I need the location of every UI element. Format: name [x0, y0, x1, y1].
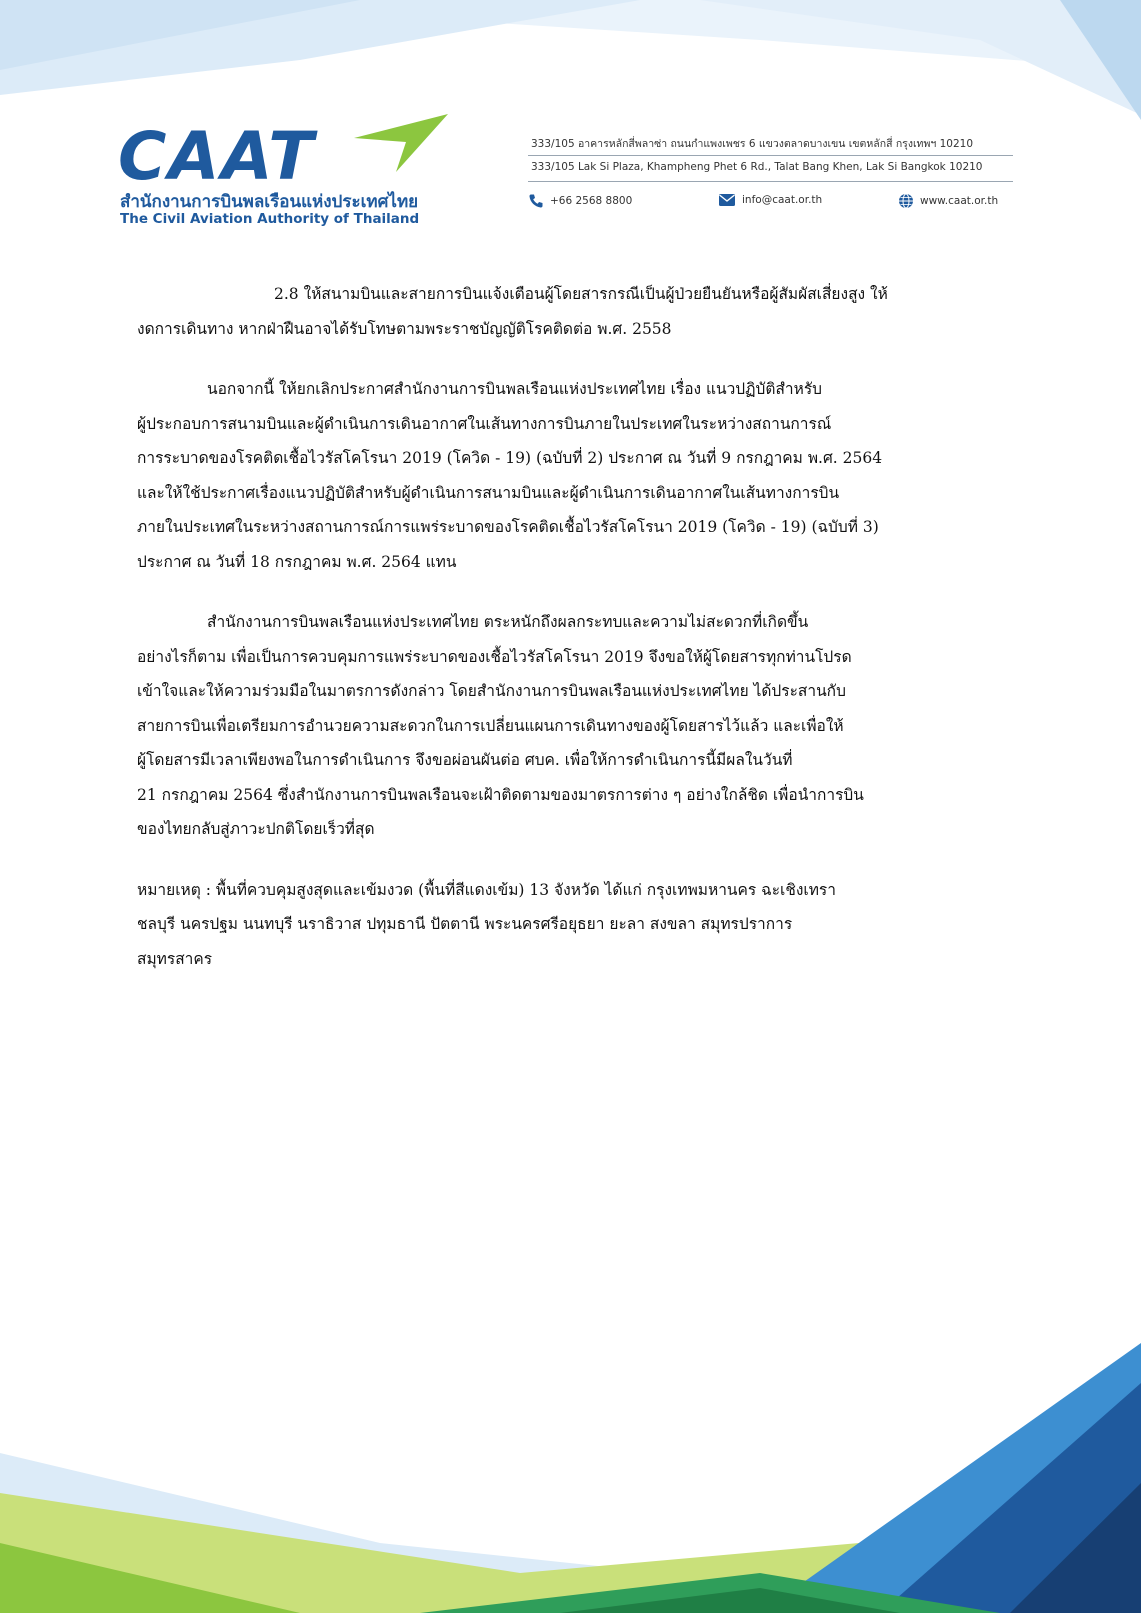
announcement-body: [137, 277, 1003, 976]
text-line: สายการบินเพื่อเตรียมการอำนวยความสะดวกในการเปลี่ยนแผนการเดินทางของผู้โดยสารไว้แล้ว และเพื่อให้: [137, 716, 844, 735]
text-line: นอกจากนี้ ให้ยกเลิกประกาศสำนักงานการบินพลเรือนแห่งประเทศไทย เรื่อง แนวปฏิบัติสำหรับ: [207, 380, 822, 398]
text-line: ผู้ประกอบการสนามบินและผู้ดำเนินการเดินอากาศในเส้นทางการบินภายในประเทศในระหว่างสถานการณ์: [137, 414, 832, 433]
text-line: ของไทยกลับสู่ภาวะปกติโดยเร็วที่สุด: [137, 820, 375, 838]
text-line: เข้าใจและให้ความร่วมมือในมาตรการดังกล่าว โดยสำนักงานการบินพลเรือนแห่งประเทศไทย ได้ประสานกับ: [137, 682, 846, 700]
website-item[interactable]: [898, 193, 998, 209]
paragraph-note: [137, 873, 1003, 977]
paragraph-cancellation: [137, 372, 1003, 579]
text-line: การระบาดของโรคติดเชื้อไวรัสโคโรนา 2019 (โควิด - 19) (ฉบับที่ 2) ประกาศ ณ วันที่ 9 กรกฎาคม พ.ศ. 2564: [137, 449, 883, 467]
text-line: อย่างไรก็ตาม เพื่อเป็นการควบคุมการแพร่ระบาดของเชื้อไวรัสโคโรนา 2019 จึงขอให้ผู้โดยสารทุกท่านโปรด: [137, 647, 852, 666]
text-line: และให้ใช้ประกาศเรื่องแนวปฏิบัติสำหรับผู้ดำเนินการสนามบินและผู้ดำเนินการเดินอากาศในเส้นทางการบิน: [137, 483, 840, 502]
website-url: www.caat.or.th: [920, 195, 999, 207]
text-line: 2.8 ให้สนามบินและสายการบินแจ้งเตือนผู้โดยสารกรณีเป็นผู้ป่วยยืนยันหรือผู้สัมผัสเสี่ยงสูง ให้: [274, 285, 888, 303]
footer-decoration: [0, 1343, 1141, 1613]
logo-wordmark: CAAT: [118, 118, 316, 195]
logo-swoosh-icon: [336, 112, 456, 182]
logo-name-th: สำนักงานการบินพลเรือนแห่งประเทศไทย: [120, 192, 419, 212]
text-line: ภายในประเทศในระหว่างสถานการณ์การแพร่ระบาดของโรคติดเชื้อไวรัสโคโรนา 2019 (โควิด - 19) (ฉบับที่ 3): [137, 518, 879, 536]
contact-divider: [528, 155, 1013, 156]
text-line: ผู้โดยสารมีเวลาเพียงพอในการดำเนินการ จึงขอผ่อนผันต่อ ศบค. เพื่อให้การดำเนินการนี้มีผลในวันที่: [137, 751, 793, 769]
text-line: หมายเหตุ : พื้นที่ควบคุมสูงสุดและเข้มงวด (พื้นที่สีแดงเข้ม) 13 จังหวัด ได้แก่ กรุงเทพมหานคร ฉะเชิงเทรา: [137, 880, 836, 899]
contact-divider: [528, 181, 1013, 182]
email-item[interactable]: [718, 193, 822, 207]
phone-icon: [528, 193, 544, 209]
address-en: 333/105 Lak Si Plaza, Khampheng Phet 6 Rd., Talat Bang Khen, Lak Si Bangkok 10210: [531, 161, 983, 173]
text-line: สำนักงานการบินพลเรือนแห่งประเทศไทย ตระหนักถึงผลกระทบและความไม่สะดวกที่เกิดขึ้น: [207, 613, 809, 631]
text-line: ประกาศ ณ วันที่ 18 กรกฎาคม พ.ศ. 2564 แทน: [137, 552, 457, 571]
logo-name-en: The Civil Aviation Authority of Thailand: [120, 211, 420, 227]
phone-number: +66 2568 8800: [550, 195, 633, 207]
phone-item[interactable]: [528, 193, 632, 209]
text-line: ชลบุรี นครปฐม นนทบุรี นราธิวาส ปทุมธานี ปัตตานี พระนครศรีอยุธยา ยะลา สงขลา สมุทรปราการ: [137, 915, 793, 933]
text-line: 21 กรกฎาคม 2564 ซึ่งสำนักงานการบินพลเรือนจะเฝ้าติดตามของมาตรการต่าง ๆ อย่างใกล้ชิด เพื่อนำการบิน: [137, 785, 864, 804]
caat-logo: [118, 112, 438, 232]
text-line: สมุทรสาคร: [137, 949, 213, 968]
header-decoration: [0, 0, 1141, 130]
address-th: 333/105 อาคารหลักสี่พลาซ่า ถนนกำแพงเพชร 6 แขวงตลาดบางเขน เขตหลักสี่ กรุงเทพฯ 10210: [531, 138, 974, 150]
mail-icon: [718, 193, 736, 207]
paragraph-2-8: [137, 277, 1003, 346]
globe-icon: [898, 193, 914, 209]
paragraph-caat-statement: [137, 605, 1003, 847]
text-line: งดการเดินทาง หากฝ่าฝืนอาจได้รับโทษตามพระราชบัญญัติโรคติดต่อ พ.ศ. 2558: [137, 319, 672, 338]
email-address: info@caat.or.th: [742, 194, 823, 206]
